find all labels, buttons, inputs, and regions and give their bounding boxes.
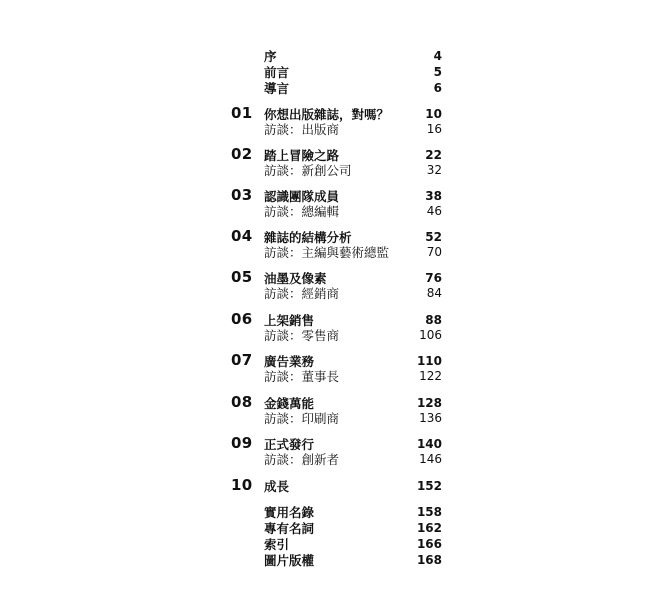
interview-page: 106: [419, 328, 442, 342]
toc-entry-image-credits: [0, 552, 655, 569]
chapter-page: 110: [416, 354, 442, 368]
entry-page: 158: [416, 505, 442, 519]
entry-title: 索引: [264, 537, 290, 552]
interview-title: 訪談：創新者: [264, 452, 340, 467]
chapter-06-interview: [0, 327, 655, 344]
interview-page: 136: [419, 411, 442, 425]
chapter-01-interview: [0, 121, 655, 138]
interview-page: 146: [419, 452, 442, 466]
chapter-title: 廣告業務: [264, 354, 315, 369]
chapter-number: 04: [231, 227, 253, 245]
chapter-title: 上架銷售: [264, 313, 315, 328]
toc-entry-preface: [0, 48, 655, 65]
chapter-page: 88: [425, 313, 442, 327]
chapter-title: 你想出版雜誌，對嗎？: [264, 107, 390, 122]
interview-title: 訪談：新創公司: [264, 163, 352, 178]
chapter-page: 140: [416, 437, 442, 451]
chapter-number: 01: [231, 104, 253, 122]
interview-title: 訪談：出版商: [264, 122, 340, 137]
interview-title: 訪談：零售商: [264, 328, 340, 343]
chapter-number: 05: [231, 268, 253, 286]
chapter-03-interview: [0, 203, 655, 220]
chapter-number: 02: [231, 145, 253, 163]
interview-title: 訪談：主編與藝術總監: [264, 245, 390, 260]
chapter-05-interview: [0, 285, 655, 302]
chapter-title: 油墨及像素: [264, 271, 327, 286]
interview-title: 訪談：經銷商: [264, 286, 340, 301]
chapter-07-interview: [0, 368, 655, 385]
entry-page: 5: [433, 65, 442, 79]
toc-entry-introduction: [0, 80, 655, 97]
chapter-number: 10: [231, 476, 253, 494]
entry-title: 序: [264, 49, 277, 64]
toc-entry-directory: [0, 504, 655, 521]
entry-page: 168: [416, 553, 442, 567]
chapter-page: 22: [425, 148, 442, 162]
entry-title: 實用名錄: [264, 505, 315, 520]
interview-title: 訪談：印刷商: [264, 411, 340, 426]
chapter-page: 128: [416, 396, 442, 410]
chapter-number: 08: [231, 393, 253, 411]
entry-page: 6: [433, 81, 442, 95]
chapter-02-interview: [0, 162, 655, 179]
interview-page: 32: [426, 163, 442, 177]
chapter-page: 10: [425, 107, 442, 121]
interview-page: 16: [426, 122, 442, 136]
interview-page: 122: [419, 369, 442, 383]
chapter-title: 踏上冒險之路: [264, 148, 340, 163]
entry-page: 162: [416, 521, 442, 535]
chapter-08-interview: [0, 410, 655, 427]
toc-entry-foreword: [0, 64, 655, 81]
interview-page: 70: [426, 245, 442, 259]
entry-page: 4: [433, 49, 442, 63]
chapter-title: 成長: [264, 479, 290, 494]
chapter-title: 認識團隊成員: [264, 189, 340, 204]
interview-page: 46: [426, 204, 442, 218]
entry-page: 166: [416, 537, 442, 551]
toc-entry-index: [0, 536, 655, 553]
chapter-page: 76: [425, 271, 442, 285]
interview-title: 訪談：董事長: [264, 369, 340, 384]
chapter-title: 金錢萬能: [264, 396, 315, 411]
chapter-page: 52: [425, 230, 442, 244]
toc-entry-glossary: [0, 520, 655, 537]
interview-page: 84: [426, 286, 442, 300]
entry-title: 前言: [264, 65, 290, 80]
entry-title: 圖片版權: [264, 553, 315, 568]
chapter-number: 07: [231, 351, 253, 369]
chapter-10: [0, 478, 655, 495]
chapter-page: 152: [416, 479, 442, 493]
entry-title: 專有名詞: [264, 521, 315, 536]
chapter-title: 正式發行: [264, 437, 315, 452]
chapter-number: 06: [231, 310, 253, 328]
chapter-04-interview: [0, 244, 655, 261]
chapter-number: 03: [231, 186, 253, 204]
chapter-page: 38: [425, 189, 442, 203]
chapter-09-interview: [0, 451, 655, 468]
entry-title: 導言: [264, 81, 290, 96]
interview-title: 訪談：總編輯: [264, 204, 340, 219]
chapter-title: 雜誌的結構分析: [264, 230, 352, 245]
chapter-number: 09: [231, 434, 253, 452]
